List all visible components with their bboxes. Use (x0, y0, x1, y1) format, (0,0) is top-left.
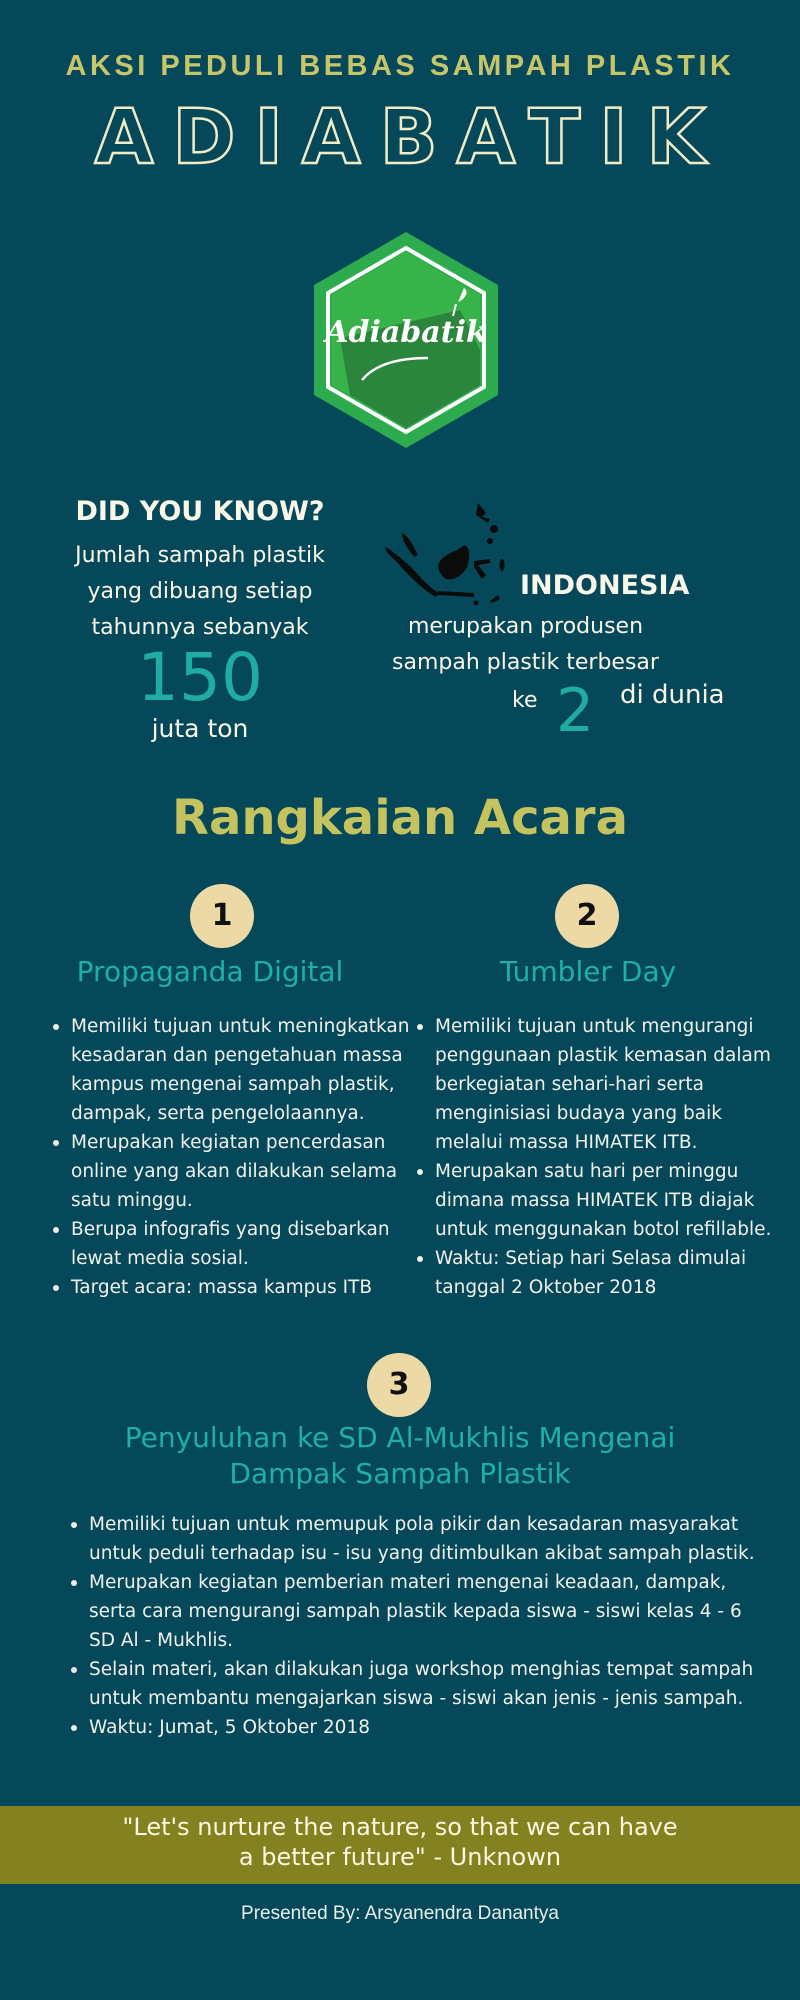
event-number-badge: 1 (190, 884, 254, 948)
did-you-know-line: tahunnya sebanyak (91, 615, 309, 640)
did-you-know-line: Jumlah sampah plastik (75, 543, 325, 568)
indonesia-suffix: di dunia (620, 680, 725, 710)
list-item: Berupa infografis yang disebarkan lewat media sosial. (50, 1215, 410, 1273)
list-item: Merupakan kegiatan pencerdasan online yang akan dilakukan selama satu minggu. (50, 1128, 410, 1215)
indonesia-rank: 2 (556, 676, 595, 746)
event-3-bullets (68, 1510, 758, 1742)
indonesia-line-2: sampah plastik terbesar (392, 650, 659, 675)
presented-by: Presented By: Arsyanendra Danantya (241, 1903, 559, 1924)
quote-line: a better future" - Unknown (238, 1843, 562, 1871)
list-item: Memiliki tujuan untuk mengurangi penggunaan plastik kemasan dalam berkegiatan sehari-hari serta menginisiasi budaya yang baik melalui massa HIMATEK ITB. (414, 1012, 774, 1157)
events-section-title: Rangkaian Acara (172, 790, 628, 846)
plastic-waste-amount: 150 (137, 639, 263, 716)
did-you-know-title: DID YOU KNOW? (75, 496, 325, 527)
header-title: ADIABATIK (94, 92, 725, 181)
did-you-know-line: yang dibuang setiap (87, 579, 313, 604)
did-you-know-text (40, 538, 360, 646)
event-2-bullets (414, 1012, 774, 1302)
list-item: Waktu: Jumat, 5 Oktober 2018 (68, 1713, 758, 1742)
list-item: Target acara: massa kampus ITB (50, 1273, 410, 1302)
indonesia-map-icon (378, 495, 508, 605)
event-number-badge: 3 (367, 1353, 431, 1417)
list-item: Memiliki tujuan untuk meningkatkan kesadaran dan pengetahuan massa kampus mengenai sampah plastik, dampak, serta pengelolaannya. (50, 1012, 410, 1128)
indonesia-title: INDONESIA (520, 570, 690, 601)
event-number-badge: 2 (555, 884, 619, 948)
list-item: Waktu: Setiap hari Selasa dimulai tanggal 2 Oktober 2018 (414, 1244, 774, 1302)
indonesia-ke: ke (512, 688, 538, 713)
plastic-waste-unit: juta ton (151, 714, 249, 743)
list-item: Merupakan kegiatan pemberian materi mengenai keadaan, dampak, serta cara mengurangi sampah plastik kepada siswa - siswi kelas 4 - 6 SD Al - Mukhlis. (68, 1568, 758, 1655)
list-item: Memiliki tujuan untuk memupuk pola pikir dan kesadaran masyarakat untuk peduli terhadap isu - isu yang ditimbulkan akibat sampah plastik. (68, 1510, 758, 1568)
logo-text: Adiabatik (325, 315, 487, 350)
indonesia-line-1: merupakan produsen (408, 614, 644, 639)
header-subtitle: AKSI PEDULI BEBAS SAMPAH PLASTIK (65, 50, 735, 82)
quote-line: "Let's nurture the nature, so that we can have (122, 1813, 678, 1841)
event-title-penyuluhan (80, 1420, 720, 1492)
event-title-line: Dampak Sampah Plastik (229, 1457, 571, 1490)
hexagon-logo-icon (310, 230, 502, 450)
list-item: Merupakan satu hari per minggu dimana massa HIMATEK ITB diajak untuk menggunakan botol refillable. (414, 1157, 774, 1244)
adiabatik-logo (310, 230, 502, 450)
list-item: Selain materi, akan dilakukan juga workshop menghias tempat sampah untuk membantu mengajarkan siswa - siswi akan jenis - jenis sampah. (68, 1655, 758, 1713)
event-1-bullets (50, 1012, 410, 1302)
event-title-propaganda-digital: Propaganda Digital (76, 955, 344, 988)
event-title-line: Penyuluhan ke SD Al-Mukhlis Mengenai (124, 1421, 676, 1454)
quote-text (0, 1812, 800, 1872)
event-title-tumbler-day: Tumbler Day (499, 955, 677, 988)
